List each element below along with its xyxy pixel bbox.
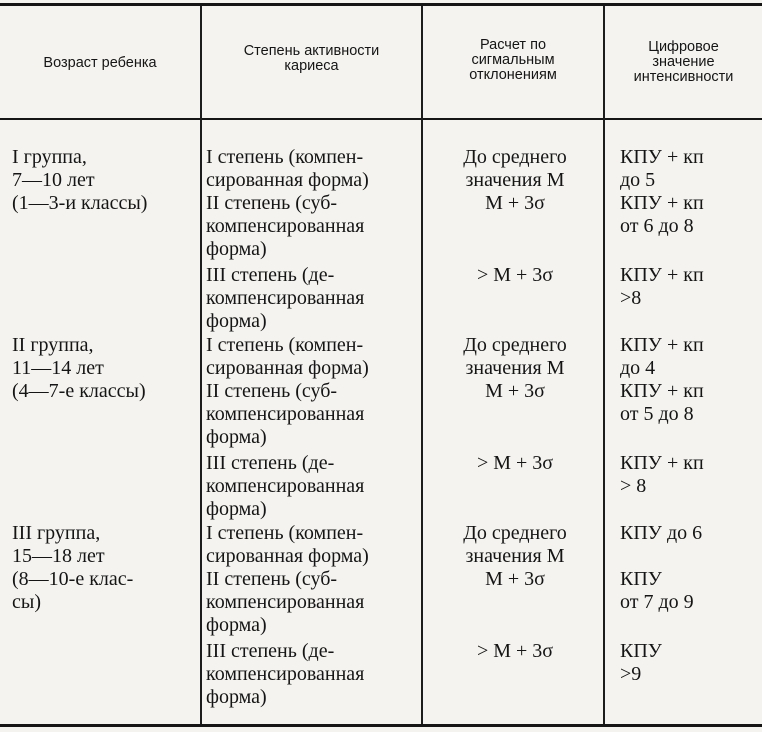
table-bottom-rule bbox=[0, 724, 762, 727]
group-3-age: III группа, 15—18 лет (8—10-е клас- сы) bbox=[12, 522, 134, 613]
group-1-degree-2: II степень (суб- компенсированная форма) bbox=[206, 192, 365, 260]
group-2-calc-3: > М + 3σ bbox=[476, 452, 554, 474]
group-1-value-3: КПУ + кп >8 bbox=[620, 264, 704, 309]
table-top-rule bbox=[0, 3, 762, 6]
group-2-value-1: КПУ + кп до 4 bbox=[620, 334, 704, 379]
group-2-degree-3: III степень (де- компенсированная форма) bbox=[206, 452, 365, 520]
header-value: Цифровое значение интенсивности bbox=[633, 39, 734, 85]
group-2-value-3: КПУ + кп > 8 bbox=[620, 452, 704, 497]
group-2-degree-1: I степень (компен- сированная форма) bbox=[206, 334, 369, 379]
group-2-age: II группа, 11—14 лет (4—7-е классы) bbox=[12, 334, 146, 402]
group-3-degree-3: III степень (де- компенсированная форма) bbox=[206, 640, 365, 708]
header-bottom-rule bbox=[0, 118, 762, 120]
header-calculation: Расчет по сигмальным отклонениям bbox=[469, 37, 557, 83]
group-3-calc-3: > М + 3σ bbox=[476, 640, 554, 662]
group-2-calc-1: До среднего значения М bbox=[463, 334, 567, 379]
group-1-age: I группа, 7—10 лет (1—3-и классы) bbox=[12, 146, 148, 214]
group-2-degree-2: II степень (суб- компенсированная форма) bbox=[206, 380, 365, 448]
group-3-value-1: КПУ до 6 bbox=[620, 522, 703, 544]
group-1-degree-1: I степень (компен- сированная форма) bbox=[206, 146, 369, 191]
group-1-value-2: КПУ + кп от 6 до 8 bbox=[620, 192, 704, 237]
group-3-calc-1: До среднего значения М bbox=[463, 522, 567, 567]
group-3-value-3: КПУ >9 bbox=[620, 640, 662, 685]
group-3-calc-2: М + 3σ bbox=[485, 568, 545, 590]
group-1-degree-3: III степень (де- компенсированная форма) bbox=[206, 264, 365, 332]
group-1-value-1: КПУ + кп до 5 bbox=[620, 146, 704, 191]
group-2-value-2: КПУ + кп от 5 до 8 bbox=[620, 380, 704, 425]
group-1-calc-2: М + 3σ bbox=[485, 192, 545, 214]
group-3-degree-1: I степень (компен- сированная форма) bbox=[206, 522, 369, 567]
group-1-calc-3: > М + 3σ bbox=[476, 264, 554, 286]
group-3-degree-2: II степень (суб- компенсированная форма) bbox=[206, 568, 365, 636]
header-activity: Степень активности кариеса bbox=[243, 43, 380, 74]
group-3-value-2: КПУ от 7 до 9 bbox=[620, 568, 694, 613]
group-1-calc-1: До среднего значения М bbox=[463, 146, 567, 191]
header-age: Возраст ребенка bbox=[43, 54, 157, 71]
group-2-calc-2: М + 3σ bbox=[485, 380, 545, 402]
